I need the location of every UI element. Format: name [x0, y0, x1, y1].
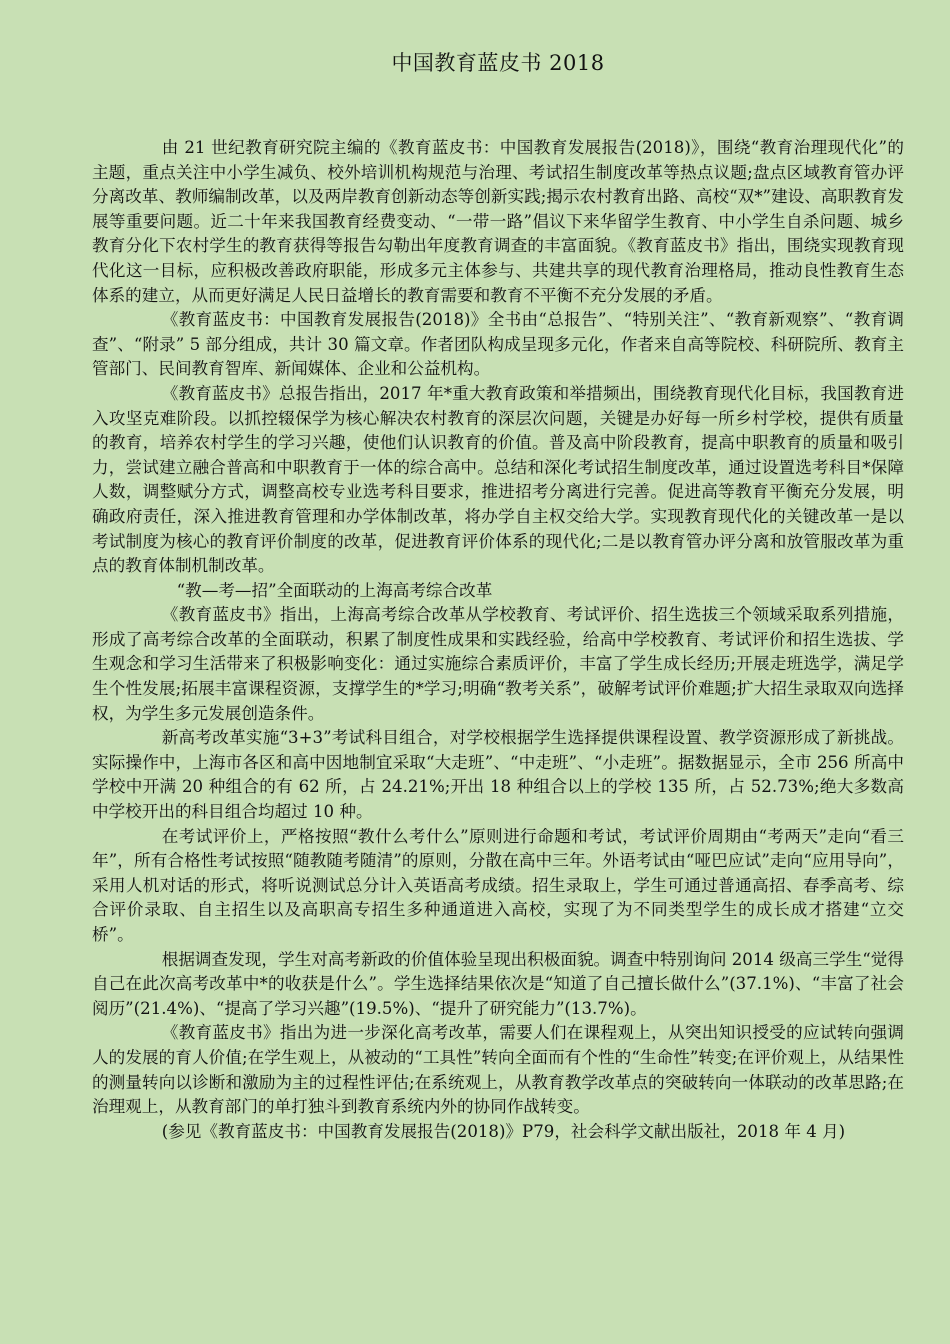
paragraph-summary: 《教育蓝皮书》总报告指出，2017 年*重大教育政策和举措频出，围绕教育现代化目标，我国教育进入攻坚克难阶段。以抓控辍保学为核心解决农村教育的深层次问题，关键是办好每一所乡村学校，提供有质量的教育，培养农村学生的学习兴趣，使他们认识教育的价值。普及高中阶段教育，提高中职教育的质量和吸引力，尝试建立融合普高和中职教育于一体的综合高中。总结和深化考试招生制度改革，通过设置选考科目*保障人数，调整赋分方式，调整高校专业选考科目要求，推进招考分离进行完善。促进高等教育平衡充分发展，明确政府责任，深入推进教育管理和办学体制改革，将办学自主权交给大学。实现教育现代化的关键改革一是以考试制度为核心的教育评价制度的改革，促进教育评价体系的现代化;二是以教育管办评分离和放管服改革为重点的教育体制机制改革。	[92, 383, 904, 576]
paragraph-subject-combination: 新高考改革实施“3+3”考试科目组合，对学校根据学生选择提供课程设置、教学资源形成了新挑战。实际操作中，上海市各区和高中因地制宜采取“大走班”、“中走班”、“小走班”。据数据显示，全市 256 所高中学校中开满 20 种组合的有 62 所，占 24.21%;开出 18 种组合以上的学校 135 所，占 52.73%;绝大多数高中学校开出的科目组合均超过 10 种。	[92, 728, 904, 822]
paragraph-reference: (参见《教育蓝皮书：中国教育发展报告(2018)》P79，社会科学文献出版社，2018 年 4 月)	[161, 1121, 846, 1141]
document-body	[92, 136, 904, 1144]
paragraph-structure: 《教育蓝皮书：中国教育发展报告(2018)》全书由“总报告”、“特别关注”、“教育新观察”、“教育调查”、“附录” 5 部分组成，共计 30 篇文章。作者团队构成呈现多元化，作者来自高等院校、科研院所、教育主管部门、民间教育智库、新闻媒体、企业和公益机构。	[92, 310, 904, 379]
paragraph-recommendation: 《教育蓝皮书》指出为进一步深化高考改革，需要人们在课程观上，从突出知识授受的应试转向强调人的发展的育人价值;在学生观上，从被动的“工具性”转向全面而有个性的“生命性”转变;在评价观上，从结果性的测量转向以诊断和激励为主的过程性评估;在系统观上，从教育教学改革点的突破转向一体联动的改革思路;在治理观上，从教育部门的单打独斗到教育系统内外的协同作战转变。	[92, 1023, 904, 1117]
paragraph-shanghai-reform: 《教育蓝皮书》指出，上海高考综合改革从学校教育、考试评价、招生选拔三个领域采取系列措施，形成了高考综合改革的全面联动，积累了制度性成果和实践经验，给高中学校教育、考试评价和招生选拔、学生观念和学习生活带来了积极影响变化：通过实施综合素质评价，丰富了学生成长经历;开展走班选学，满足学生个性发展;拓展丰富课程资源，支撑学生的*学习;明确“教考关系”，破解考试评价难题;扩大招生录取双向选择权，为学生多元发展创造条件。	[92, 605, 904, 723]
paragraph-intro: 由 21 世纪教育研究院主编的《教育蓝皮书：中国教育发展报告(2018)》，围绕“教育治理现代化”的主题，重点关注中小学生减负、校外培训机构规范与治理、考试招生制度改革等热点议题;盘点区域教育管办评分离改革、教师编制改革，以及两岸教育创新动态等创新实践;揭示农村教育出路、高校“双*”建设、高职教育发展等重要问题。近二十年来我国教育经费变动、“一带一路”倡议下来华留学生教育、中小学生自杀问题、城乡教育分化下农村学生的教育获得等报告勾勒出年度教育调查的丰富面貌。《教育蓝皮书》指出，围绕实现教育现代化这一目标，应积极改善政府职能，形成多元主体参与、共建共享的现代教育治理格局，推动良性教育生态体系的建立，从而更好满足人民日益增长的教育需要和教育不平衡不充分发展的矛盾。	[92, 138, 904, 305]
section-heading: “教—考—招”全面联动的上海高考综合改革	[176, 580, 493, 600]
paragraph-survey: 根据调查发现，学生对高考新政的价值体验呈现出积极面貌。调查中特别询问 2014 级高三学生“觉得自己在此次高考改革中*的收获是什么”。学生选择结果依次是“知道了自己擅长做什么”(37.1%)、“丰富了社会阅历”(21.4%)、“提高了学习兴趣”(19.5%)、“提升了研究能力”(13.7%)。	[92, 949, 904, 1018]
document-title: 中国教育蓝皮书 2018	[391, 51, 605, 75]
paragraph-exam-evaluation: 在考试评价上，严格按照“教什么考什么”原则进行命题和考试，考试评价周期由“考两天”走向“看三年”，所有合格性考试按照“随教随考随清”的原则，分散在高中三年。外语考试由“哑巴应试”走向“应用导向”，采用人机对话的形式，将听说测试总分计入英语高考成绩。招生录取上，学生可通过普通高招、春季高考、综合评价录取、自主招生以及高职高专招生多种通道进入高校，实现了为不同类型学生的成长成才搭建“立交桥”。	[92, 826, 904, 944]
